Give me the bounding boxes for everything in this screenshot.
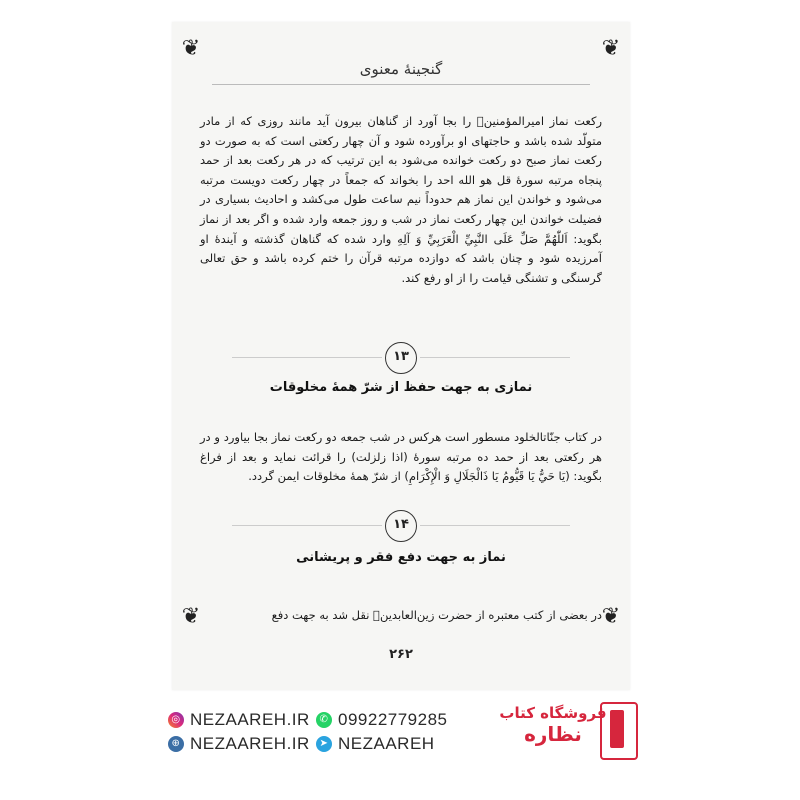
store-logo [600,702,638,760]
whatsapp-number: 09922779285 [338,710,448,729]
page-header-title: گنجینهٔ معنوی [359,60,443,78]
paragraph-1: رکعت نماز امیرالمؤمنینؑ را بجا آورد از گناهان بیرون آید مانند روزی که از مادر متولّد شده باشد و حاجتهای او برآورده شود و آن چهار رکعتی است که به صورت دو رکعت نماز صبح دو رکعت خوانده می‌شود به این ترتیب که در هر رکعت بعد از حمد پنجاه مرتبه سورهٔ قل هو الله احد را بخواند که جمعاً در چهار رکعت دویست مرتبه می‌شود و خواندن این نماز هم حدوداً نیم ساعت طول می‌کشد و احادیث بسیاری در فضیلت خواندن این چهار رکعت نماز در شب و روز جمعه وارد شده و اگر بعد از نماز بگوید: اَللّٰهُمَّ صَلِّ عَلَى النَّبِيِّ الْعَرَبِيِّ وَ آلِهِ وارد شده که گناهان گذشته و آیندهٔ او آمرزیده شود و چنان باشد که دوازده مرتبه قرآن را ختم کرده باشد و حق تعالی گرسنگی و تشنگی قیامت را از او رفع کند. [200,114,602,285]
whatsapp-icon: ✆ [316,712,332,728]
book-page [172,22,630,690]
corner-ornament-icon: ❦ [601,604,621,629]
instagram-contact[interactable] [168,710,310,730]
section-14-badge: ۱۴ [385,510,417,542]
section-13-badge: ۱۳ [385,342,417,374]
telegram-handle: NEZAAREH [338,734,435,753]
whatsapp-contact[interactable] [316,710,448,730]
section-13-title: نمازی به جهت حفظ از شرّ همهٔ مخلوقات [269,380,533,395]
corner-ornament-icon: ❦ [601,36,621,61]
store-footer [0,696,800,800]
instagram-handle: NEZAAREH.IR [190,710,310,729]
telegram-icon: ➤ [316,736,332,752]
web-icon: ⊕ [168,736,184,752]
header-divider [212,84,590,85]
telegram-contact[interactable] [316,734,435,754]
paragraph-2: در کتاب جنّاتالخلود مسطور است هرکس در شب جمعه دو رکعت نماز بجا بیاورد و در هر رکعتی بعد از حمد ده مرتبه سورهٔ (اذا زلزلت) را قرائت نماید و بعد از فراغ بگوید: (يَا حَيُّ يَا قَيُّومُ يَا ذَالْجَلَالِ وَ الْإِكْرَامِ) از شرّ همهٔ مخلوقات ایمن گردد. [200,430,602,484]
page-number: ۲۶۲ [389,647,413,662]
brand-line-2: نظاره [524,722,582,746]
corner-ornament-icon: ❦ [181,604,201,629]
paragraph-3: در بعضی از کتب معتبره از حضرت زین‌العابدینؑ نقل شد به جهت دفع [271,608,602,622]
corner-ornament-icon: ❦ [181,36,201,61]
instagram-icon: ◎ [168,712,184,728]
brand-line-1: فروشگاه کتاب [499,704,607,722]
website-address: NEZAAREH.IR [190,734,310,753]
section-14-title: نماز به جهت دفع فقر و پریشانی [296,550,506,565]
website-contact[interactable] [168,734,310,754]
